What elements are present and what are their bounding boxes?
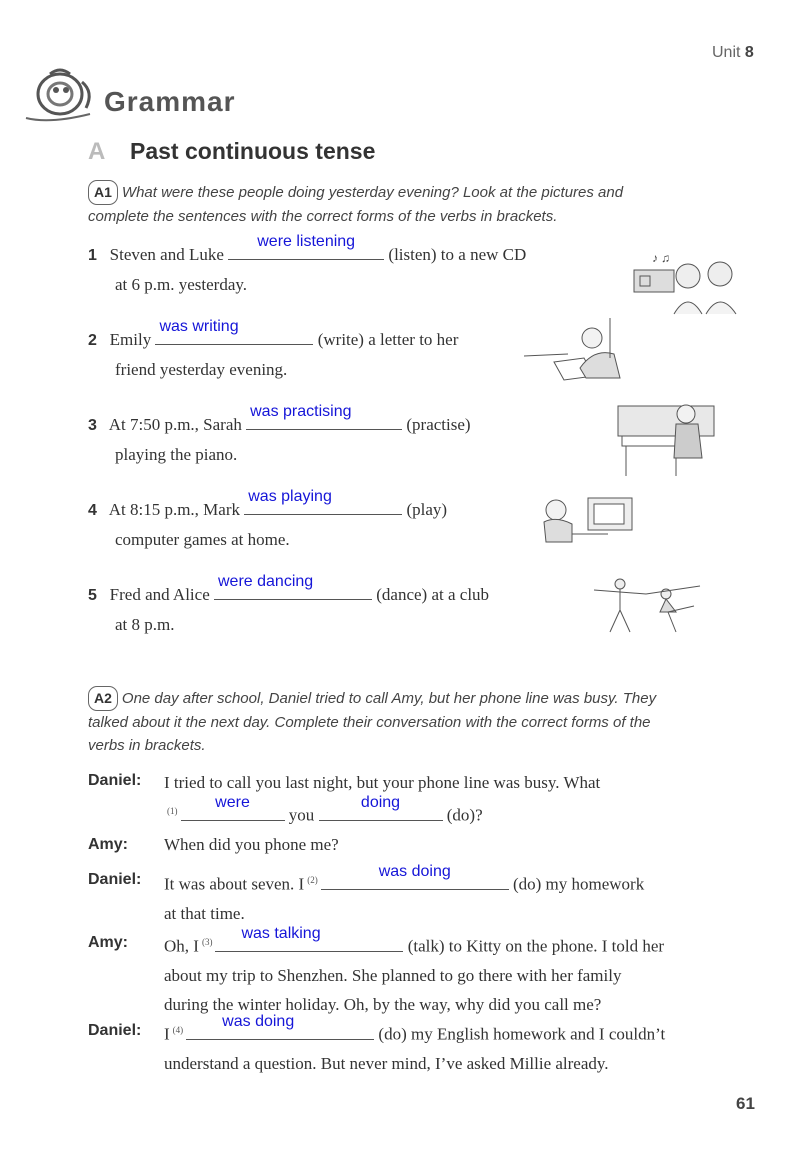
speaker-amy: Amy: — [88, 836, 129, 853]
a1-badge: A1 — [88, 180, 118, 205]
answer-blank-2[interactable]: was doing — [321, 871, 509, 890]
a2-badge: A2 — [88, 686, 118, 711]
computer-games-illustration — [532, 494, 638, 554]
answer-blank-3[interactable]: was talking — [215, 933, 403, 952]
speaker-daniel: Daniel: — [88, 871, 142, 888]
speaker-daniel: Daniel: — [88, 772, 142, 789]
speaker-daniel: Daniel: — [88, 1022, 142, 1039]
answer-blank[interactable]: were listening — [228, 241, 384, 260]
music-listening-illustration — [630, 244, 740, 316]
a1-instruction: A1 What were these people doing yesterday evening? Look at the pictures and complete the sentences with the correct forms of the verbs in brackets. — [88, 180, 748, 228]
dialogue-line-5: I $^{(4)}$ was doing (do) my English homework and I couldn’t understand a question. But never mind, I’ve asked Millie already. — [164, 1012, 666, 1073]
answer-blank-1a[interactable]: were — [181, 802, 285, 821]
svg-text:♪ ♫: ♪ ♫ — [652, 251, 670, 265]
section-letter: A — [88, 138, 106, 165]
dialogue-line-1: I tried to call you last night, but your phone line was busy. What $^{(1)}$ were you doing (do)? — [164, 773, 601, 825]
a2-instruction: A2 One day after school, Daniel tried to call Amy, but her phone line was busy. They talked about it the next day. Complete their conversation with the correct forms of the verbs in brackets. — [88, 686, 748, 757]
dialogue-line-2: When did you phone me? — [164, 835, 339, 854]
answer-blank[interactable]: was practising — [246, 411, 402, 430]
answer-blank[interactable]: was playing — [244, 496, 402, 515]
a1-item-1: 1 Steven and Luke were listening (listen) to a new CD at 6 p.m. yesterday. — [88, 233, 527, 294]
answer-blank[interactable]: were dancing — [214, 581, 372, 600]
dancing-illustration — [590, 576, 706, 636]
answer-blank-4[interactable]: was doing — [186, 1021, 374, 1040]
a1-item-5: 5 Fred and Alice were dancing (dance) at a club at 8 p.m. — [88, 573, 490, 634]
a1-item-2: 2 Emily was writing (write) a letter to her friend yesterday evening. — [88, 318, 459, 379]
a1-item-3: 3 At 7:50 p.m., Sarah was practising (practise) playing the piano. — [88, 403, 471, 464]
grammar-logo-icon — [20, 64, 104, 130]
dialogue-line-3: It was about seven. I $^{(2)}$ was doing (do) my homework at that time. — [164, 862, 645, 923]
dialogue-line-4: Oh, I $^{(3)}$ was talking (talk) to Kitty on the phone. I told her about my trip to Shenzhen. She planned to go there with her family during the winter holiday. Oh, by the way, why did you call me? — [164, 924, 665, 1014]
answer-blank-1b[interactable]: doing — [319, 802, 443, 821]
writing-illustration — [524, 318, 634, 388]
unit-label: Unit 8 — [712, 44, 754, 61]
speaker-amy: Amy: — [88, 934, 129, 951]
a1-item-4: 4 At 8:15 p.m., Mark was playing (play) computer games at home. — [88, 488, 448, 549]
page-number: 61 — [736, 1094, 755, 1113]
section-heading: Grammar — [104, 86, 236, 117]
answer-blank[interactable]: was writing — [155, 326, 313, 345]
section-title: Past continuous tense — [130, 138, 376, 164]
piano-illustration — [614, 396, 718, 480]
